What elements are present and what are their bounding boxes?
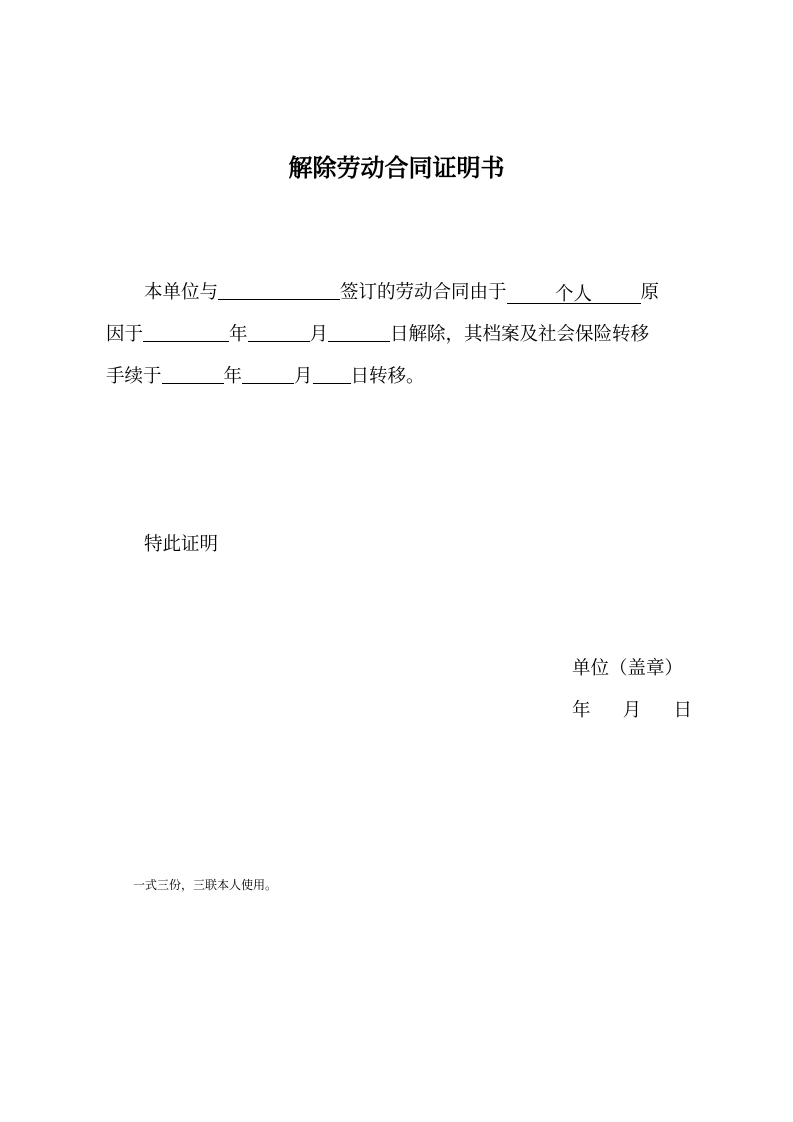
transfer-month-blank[interactable] [242,363,294,384]
text-month: 月 [309,324,329,345]
signature-date [572,696,692,722]
text-year-2: 年 [223,366,243,387]
copies-note: 一式三份，三联本人使用。 [133,878,278,892]
text-month-2: 月 [294,366,313,387]
terminate-year-blank[interactable] [143,321,229,342]
reason-value: 个人 [555,284,593,305]
terminate-day-blank[interactable] [328,321,390,342]
transfer-day-blank[interactable] [313,363,351,384]
text-year: 年 [229,324,248,345]
date-day: 日 [673,700,692,721]
text-yuan: 原 [640,282,660,303]
text-yin-yu: 因于 [106,324,144,345]
employee-name-blank[interactable] [218,279,340,300]
terminate-month-blank[interactable] [248,321,310,342]
text-unit-with: 本单位与 [144,282,219,303]
text-transfer-end: 日转移。 [350,366,425,387]
text-procedures: 手续于 [106,366,162,387]
certify-text: 特此证明 [144,534,219,555]
text-terminate-transfer: 日解除，其档案及社会保险转移 [390,324,650,345]
paragraph-line-3 [106,363,694,389]
date-year: 年 [572,700,591,721]
reason-blank[interactable] [507,283,641,304]
paragraph-line-2 [106,321,694,347]
seal-label: 单位（盖章） [572,658,684,679]
date-month: 月 [622,700,642,721]
text-contract-due: 签订的劳动合同由于 [340,282,507,303]
transfer-year-blank[interactable] [162,363,224,384]
document-title: 解除劳动合同证明书 [288,153,505,182]
paragraph-line-1 [106,279,694,305]
